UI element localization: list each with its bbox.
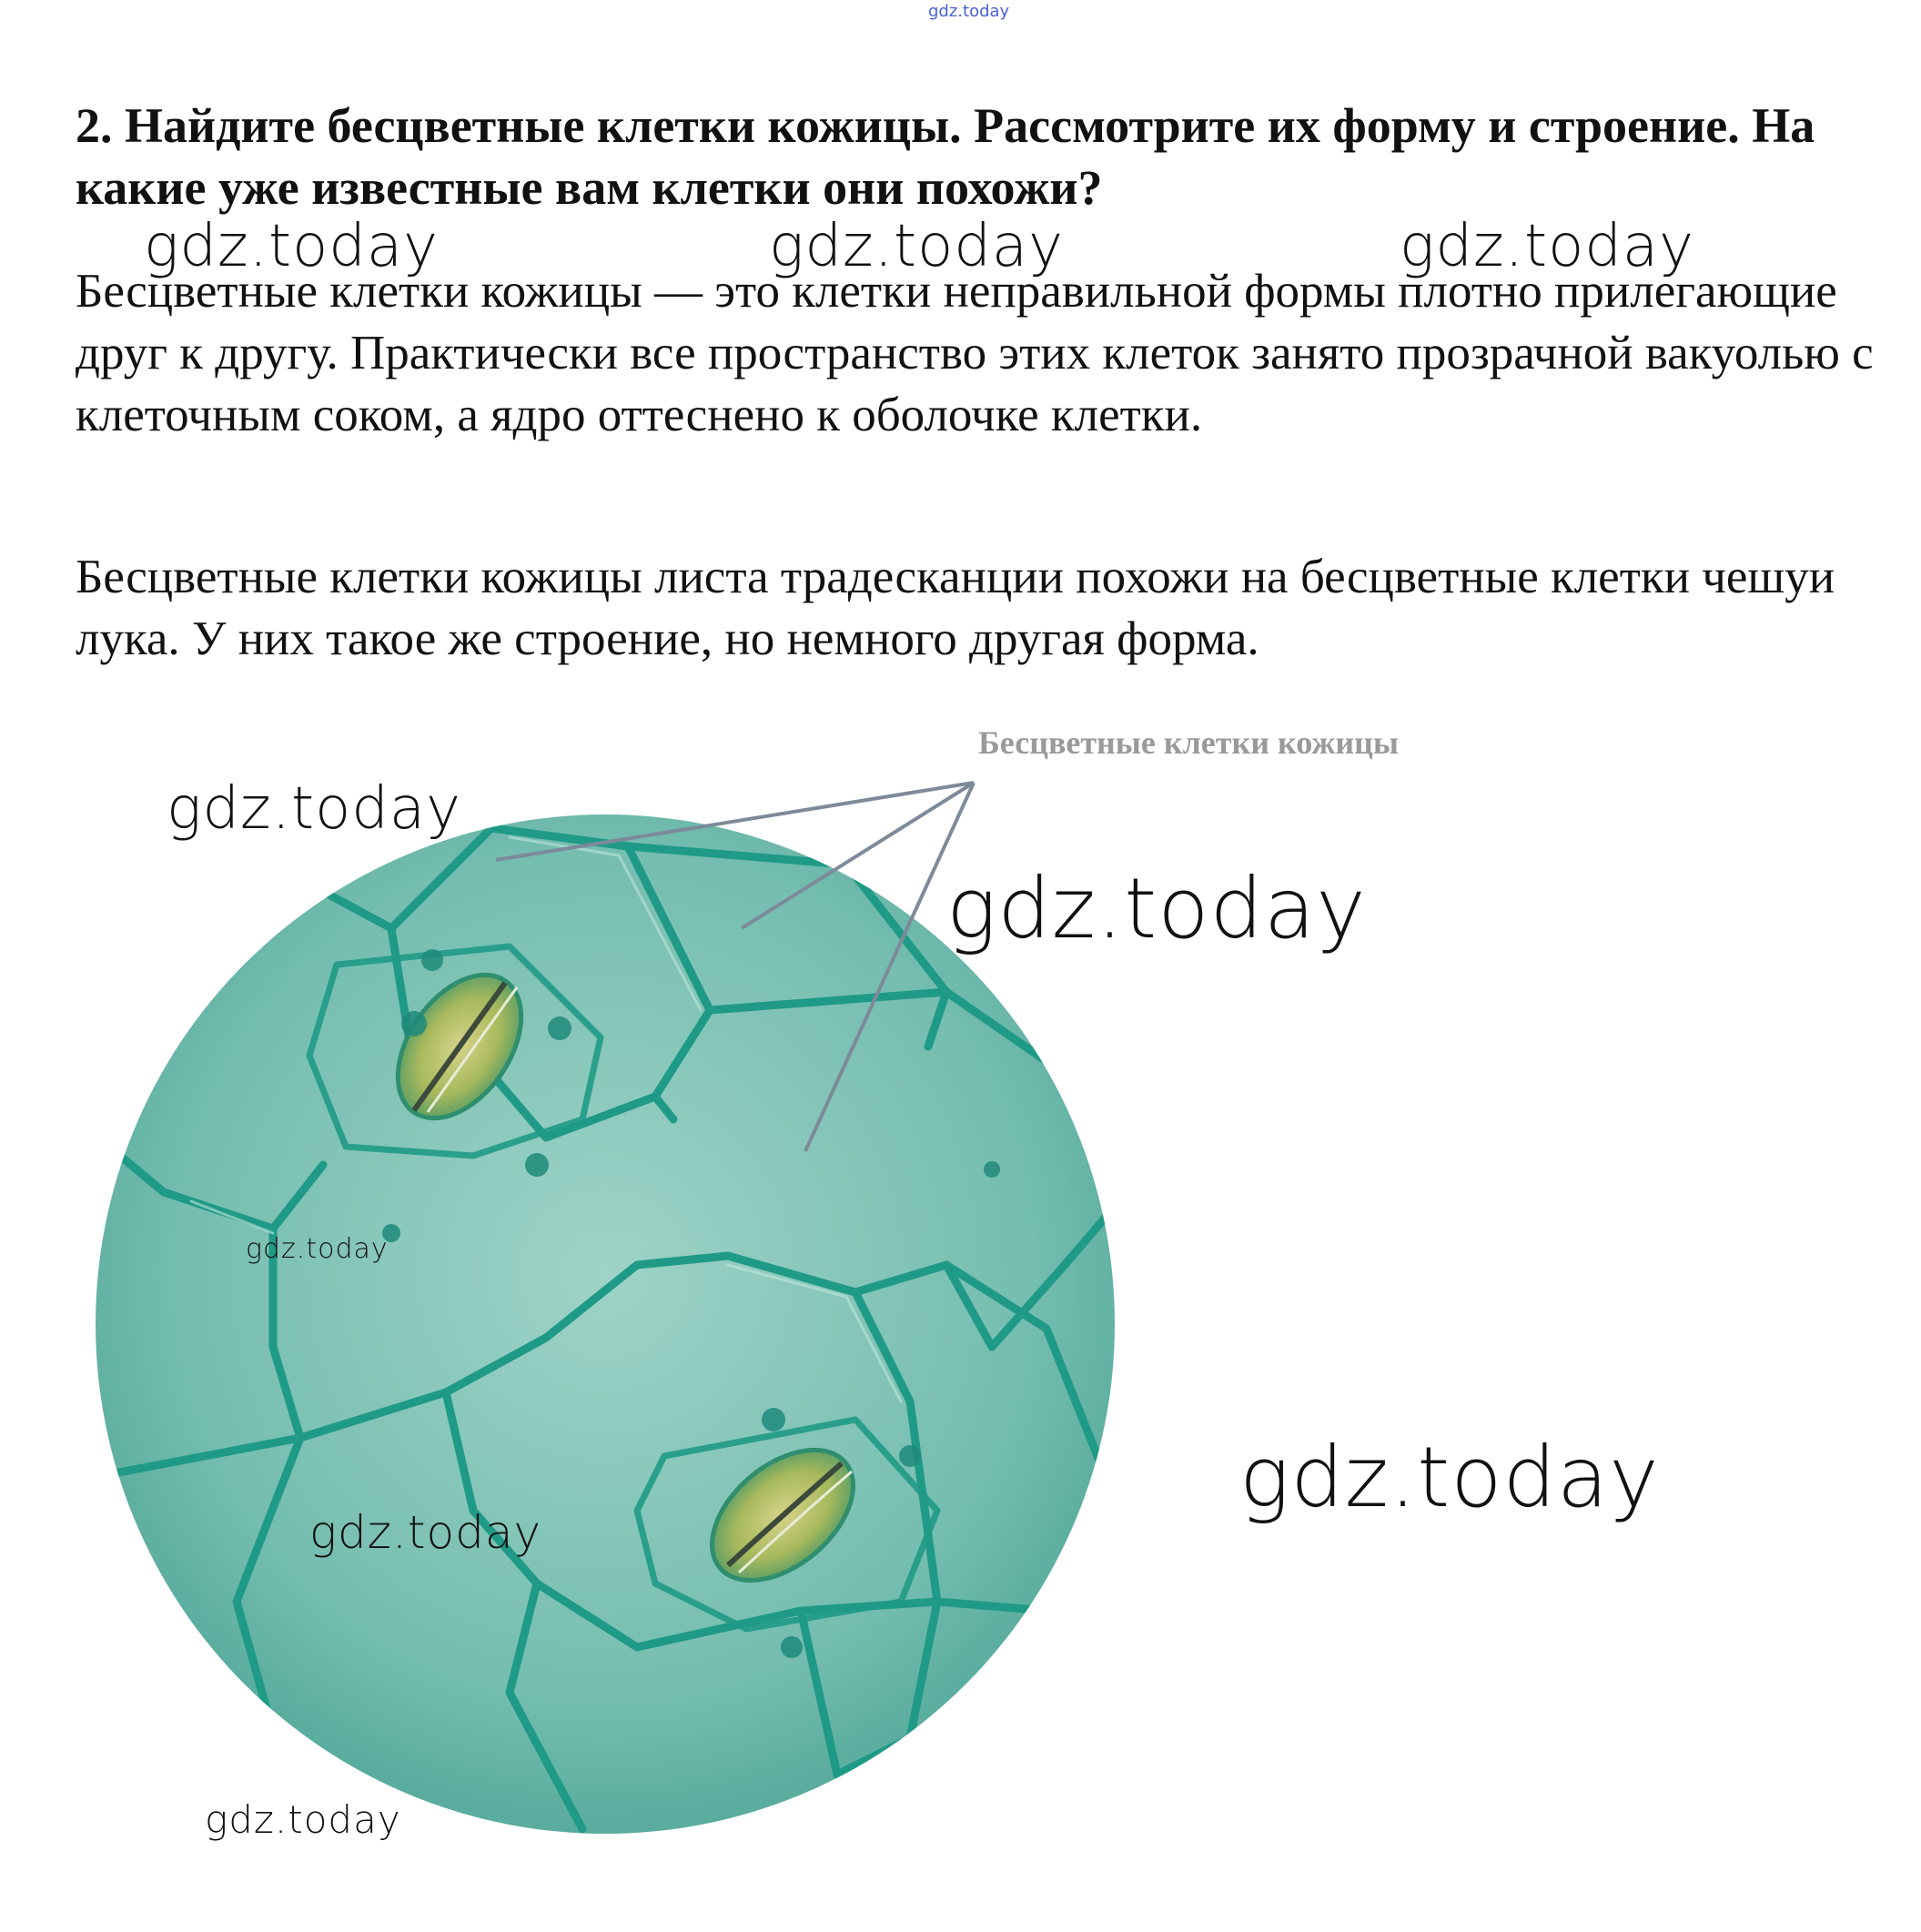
watermark-text: gdz.today <box>1239 1429 1660 1526</box>
watermark-text: gdz.today <box>144 213 439 280</box>
answer-paragraph-1: Бесцветные клетки кожицы — это клетки неправильной формы плотно прилегающие друг к другу. Практически все пространство этих клеток занято прозрачной вакуолью с клеточным соком, а ядро оттеснено к оболочке клетки. <box>76 265 1874 441</box>
watermark-text: gdz.today <box>946 860 1367 957</box>
question-heading: 2. Найдите бесцветные клетки кожицы. Рассмотрите их форму и строение. На какие уже известные вам клетки они похожи? <box>76 98 1815 215</box>
watermark-text: gdz.today <box>309 1506 542 1559</box>
watermark-text: gdz.today <box>205 1797 401 1842</box>
site-watermark-top: gdz.today <box>928 2 1010 21</box>
watermark-text: gdz.today <box>1400 213 1694 280</box>
watermark-text: gdz.today <box>246 1233 389 1265</box>
micrograph-disc <box>96 814 1115 1834</box>
watermark-text: gdz.today <box>167 775 461 843</box>
answer-paragraph-2: Бесцветные клетки кожицы листа традесканции похожи на бесцветные клетки чешуи лука. У них такое же строение, но немного другая форма. <box>76 551 1835 665</box>
watermark-text: gdz.today <box>769 213 1064 280</box>
figure-label: Бесцветные клетки кожицы <box>978 724 1400 761</box>
